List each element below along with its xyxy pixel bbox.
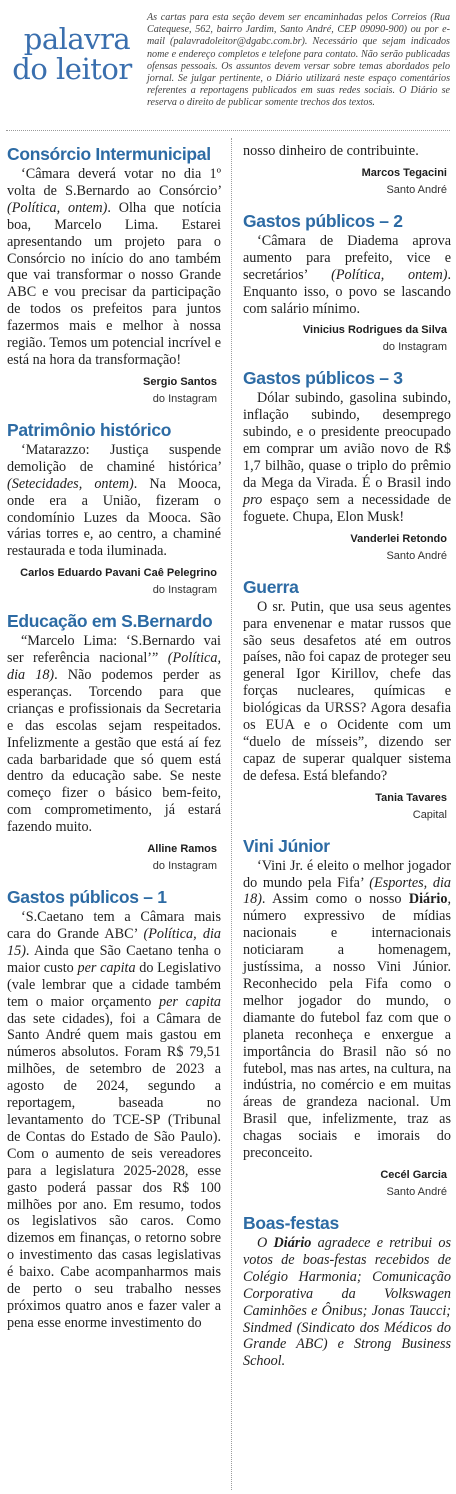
- letter-author: Cecél Garcia: [380, 1168, 447, 1181]
- source-reference: (Política, dia 15): [7, 926, 221, 959]
- quote-text: ‘Vini Jr. é eleito o melhor jogador do mundo pela Fifa’: [243, 857, 451, 891]
- section-masthead: [8, 24, 136, 84]
- letter-origin: Santo André: [386, 183, 447, 196]
- letter-author: Vinicius Rodrigues da Silva: [302, 324, 447, 337]
- letter-text: espaço sem a necessidade de foguete. Chupa, Elon Musk!: [243, 491, 451, 525]
- italic-term: per capita: [158, 993, 221, 1010]
- letter-body: [243, 390, 451, 525]
- letter-body: [243, 233, 451, 318]
- quote-text: “Marcelo Lima: ‘S.Bernardo vai ser referência nacional’”: [7, 633, 221, 667]
- letter-title: Boas-festas: [243, 1212, 339, 1233]
- quote-text: ‘Matarazzo: Justiça suspende demolição de chaminé histórica’: [7, 441, 221, 475]
- letter-origin: do Instagram: [152, 392, 217, 405]
- letter-gastos-1-continued: [243, 143, 451, 197]
- letter-origin: do Instagram: [382, 341, 447, 354]
- letter-title: Gastos públicos – 2: [243, 210, 403, 231]
- quote-text: ‘Câmara deverá votar no dia 1º volta de S.Bernardo ao Consórcio’: [7, 166, 221, 199]
- source-reference: (Política, ontem): [331, 266, 448, 283]
- letter-origin: Santo André: [386, 549, 447, 562]
- letter-origin: Capital: [412, 808, 447, 821]
- letter-text: O: [257, 1234, 268, 1251]
- quote-text: ‘Câmara de Diadema aprova aumento para prefeito, vice e secretários’: [243, 232, 451, 283]
- newspaper-name: Diário: [408, 891, 448, 908]
- letter-text: . Não podemos perder as esperanças. Torcendo para que crianças e profissionais da Secretaria e das escolas sejam respeitados. Infelizmente a gestão que está aí fez cada barbaridade que só quem está dentro da educação sabe. Se neste começo fizer o básico bem-feito, com comprometimento, já estará fazendo muito.: [7, 667, 221, 836]
- letter-text: . Ainda que São Caetano tenha o maior custo: [7, 942, 221, 976]
- letter-title: Guerra: [243, 576, 299, 597]
- letter-title: Vini Júnior: [243, 835, 330, 856]
- letter-text: . Enquanto isso, o povo se lascando com salário mínimo.: [243, 266, 451, 317]
- letter-text: . Na Mooca, onde era a União, fizeram o condomínio Luzes da Mooca. São várias torres e, ao centro, a chaminé restaurada e toda iluminada.: [7, 475, 221, 560]
- letter-title: Patrimônio histórico: [7, 419, 172, 440]
- italic-term: per capita: [77, 959, 136, 976]
- letter-text: . Olha que notícia boa, Marcelo Lima. Estarei apresentando um projeto para o Consórcio no início do ano também que vai transformar o nosso Grande ABC e vou precisar da participação de todos os prefeitos para juntos fazermos mais e melhor à nossa região. Temos um potencial incrível e está na hora da transformação!: [7, 199, 221, 368]
- letter-title: Gastos públicos – 3: [243, 368, 403, 389]
- letter-author: Tania Tavares: [375, 791, 447, 804]
- letter-text: agradece e retribui os votos de boas-festas recebidos de Colégio Harmonia; Comunicação Corporativa da Volkswagen Caminhões e Ônibus; Jonas Taucci; Sindmed (Sindicato dos Médicos do Grande ABC) e Strong Business School.: [243, 1234, 452, 1370]
- right-column: [243, 143, 451, 1370]
- letter-body: [243, 858, 451, 1162]
- letter-text: das sete cidades), foi a Câmara de Santo André quem mais gastou em números absolutos. Foram R$ 79,51 milhões, de setembro de 2023 a agosto de 2024, segundo a reportagem, baseada no levantamento do TCE-SP (Tribunal de Contas do Estado de São Paulo). Com o aumento de seis vereadores para a legislatura 2025-2028, esse gasto poderá passar dos R$ 100 milhões por ano. Em resumo, todos os legislativos são caros. Como dizemos em finanças, o retorno sobre o investimento das casas legislativas é baixo. Cabe acompanharmos mais de perto o seu trabalho nesses próximos quatro anos e fazer valer a pena esse enorme investimento do: [7, 1010, 221, 1331]
- letter-author: Marcos Tegacini: [361, 166, 447, 179]
- letter-patrimonio: [7, 420, 221, 597]
- letter-author: Carlos Eduardo Pavani Caê Pelegrino: [20, 567, 217, 580]
- letter-author: Alline Ramos: [147, 843, 217, 856]
- letter-body-continued: nosso dinheiro de contribuinte.: [243, 143, 419, 159]
- letter-title: Educação em S.Bernardo: [7, 611, 213, 632]
- masthead-line-2: do leitor: [12, 52, 132, 86]
- letter-title: Gastos públicos – 1: [7, 887, 167, 908]
- source-reference: (Política, ontem): [7, 199, 108, 216]
- letter-text: Dólar subindo, gasolina subindo, inflação subindo, desemprego subindo, e o presidente preocupado em comprar um avião novo de R$ 1,7 bilhão, quase o triplo do prêmio da Mega da Virada. É o Brasil indo: [243, 390, 451, 491]
- italic-term: pro: [243, 491, 263, 508]
- letter-boas-festas: [243, 1213, 451, 1370]
- letter-body: [7, 166, 221, 369]
- letter-origin: Santo André: [386, 1185, 447, 1198]
- masthead-line-1: palavra: [23, 22, 131, 56]
- letter-educacao: [7, 611, 221, 873]
- letter-body: [243, 1235, 451, 1370]
- newspaper-name: Diário: [273, 1234, 312, 1251]
- letter-author: Vanderlei Retondo: [350, 532, 447, 545]
- letter-text: do Legislativo (vale lembrar que a cidade também tem o maior orçamento: [7, 959, 222, 1010]
- letter-vini: [243, 836, 451, 1199]
- letter-gastos-2: [243, 211, 451, 355]
- letter-origin: do Instagram: [152, 860, 217, 873]
- column-divider: [231, 138, 232, 1490]
- letter-body: O sr. Putin, que usa seus agentes para envenenar e matar russos que são seus desafetos até em outros países, não foi capaz de proteger seu general Igor Kirillov, chefe das forças nucleares, químicas e biológicas da URSS? Agora desafia os EUA e o Ocidente com um “duelo de mísseis”, dizendo ser capaz de superar qualquer sistema de defesa. Está blefando?: [243, 598, 451, 784]
- letter-body: [7, 909, 221, 1332]
- letter-body: [7, 633, 221, 836]
- left-column: [7, 144, 221, 1332]
- letter-text: . Assim como o nosso: [261, 891, 402, 908]
- quote-text: ‘S.Caetano tem a Câmara mais cara do Grande ABC’: [7, 909, 221, 942]
- source-reference: (Esportes, dia 18): [243, 874, 451, 908]
- letter-body: [7, 442, 221, 560]
- letter-author: Sergio Santos: [143, 375, 217, 388]
- source-reference: (Política, dia 18): [7, 650, 221, 684]
- letter-origin: do Instagram: [152, 584, 217, 597]
- section-intro: As cartas para esta seção devem ser encaminhadas pelos Correios (Rua Catequese, 562, bairro Jardim, Santo André, CEP 09090-900) ou por e-mail (palavradoleitor@dgabc.com.br). Necessário que sejam indicados nome e endereço completos e telefone para contato. Não serão publicadas ofensas pessoais. Os assuntos devem versar sobre temas abordados pelo jornal. Se julgar pertinente, o Diário utilizará neste espaço comentários referentes a reportagens publicados em suas redes sociais. O Diário se reserva o direito de publicar somente trechos dos textos.: [147, 12, 450, 109]
- letter-gastos-3: [243, 368, 451, 562]
- letter-gastos-1: [7, 887, 221, 1332]
- source-reference: (Setecidades, ontem): [7, 475, 134, 492]
- letter-text: , número expressivo de mídias nacionais e internacionais noticiaram a homenagem, justíssima, a nosso Vini Júnior. Reconhecido pela Fifa como o melhor jogador do mundo, o diamante do futebol faz com que o planeta reconheça e enxergue a importância do Brasil não só no futebol, mas nas artes, na cultura, na indústria, no comércio e em muitas áreas de grandeza nacional. Um Brasil que, infelizmente, traz as chagas sociais e imorais do preconceito.: [243, 891, 452, 1162]
- letter-guerra: [243, 577, 451, 822]
- header-divider: [6, 130, 450, 131]
- letter-title: Consórcio Intermunicipal: [7, 144, 211, 164]
- section-header: [0, 0, 456, 130]
- letter-consorcio: [7, 144, 221, 406]
